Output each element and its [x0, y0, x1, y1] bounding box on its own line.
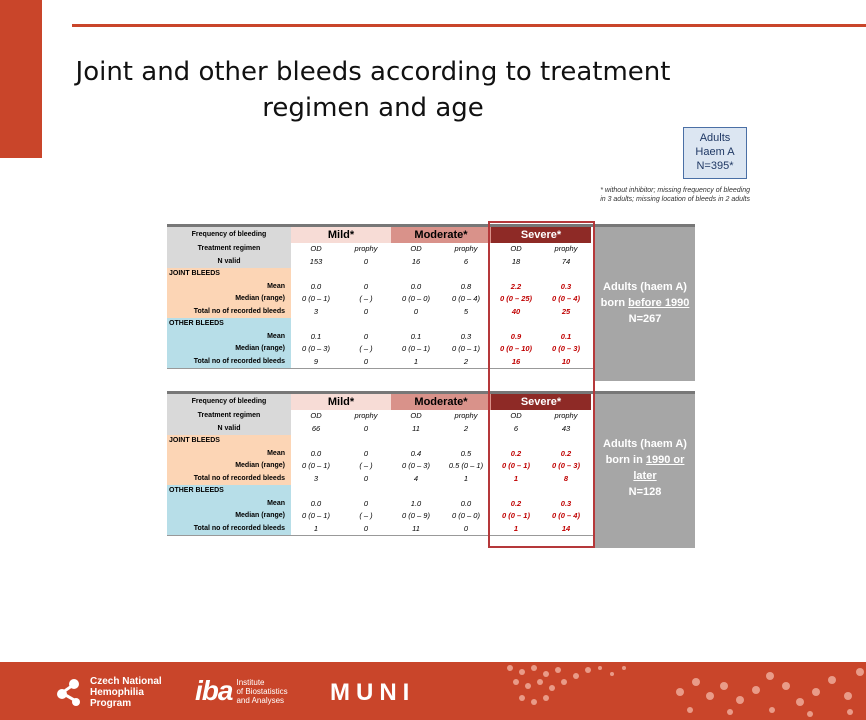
joint-total-cell: 0	[413, 306, 419, 316]
joint-total-cell: 40	[511, 306, 521, 316]
nvalid-cell: 43	[561, 423, 571, 433]
joint-total-cell: 8	[563, 473, 569, 483]
table-born-1990-or-later	[167, 391, 695, 536]
joint-bleeds-heading: JOINT BLEEDS	[167, 268, 291, 281]
joint-mean-cell: 0.3	[560, 281, 572, 291]
joint-median-cell: 0 (0 – 3)	[552, 461, 580, 470]
other-median-cell: 0 (0 – 10)	[499, 344, 533, 353]
group-mild: Mild*	[291, 227, 391, 243]
other-median-cell: ( – )	[359, 511, 373, 520]
other-total-cell: 1	[413, 356, 419, 366]
other-total-label: Total no of recorded bleeds	[167, 356, 291, 369]
other-mean-label: Mean	[167, 331, 291, 344]
joint-total-label: Total no of recorded bleeds	[167, 473, 291, 486]
joint-mean-cell: 0.8	[460, 281, 472, 291]
other-median-cell: 0 (0 – 1)	[452, 344, 480, 353]
org1-line-3: Program	[90, 697, 132, 709]
joint-mean-label: Mean	[167, 281, 291, 294]
nvalid-label: N valid	[167, 423, 291, 436]
molecule-icon	[56, 676, 84, 708]
side-label-1990-or-later	[595, 394, 695, 548]
side-label-before-1990	[595, 227, 695, 381]
joint-median-label: Median (range)	[167, 293, 291, 306]
other-median-cell: 0 (0 – 1)	[302, 511, 330, 520]
other-median-cell: 0 (0 – 9)	[402, 511, 430, 520]
other-bleeds-heading: OTHER BLEEDS	[167, 485, 291, 498]
other-median-cell: 0 (0 – 0)	[452, 511, 480, 520]
iba-logo	[195, 676, 288, 706]
side-line-2c: later	[633, 470, 657, 482]
regimen-cell: OD	[410, 411, 422, 420]
joint-total-cell: 1	[463, 473, 469, 483]
other-total-cell: 11	[412, 523, 420, 533]
other-total-cell: 9	[313, 356, 319, 366]
other-total-cell: 14	[561, 523, 571, 533]
nvalid-label: N valid	[167, 256, 291, 269]
decorative-dots	[500, 662, 866, 720]
other-total-cell: 10	[561, 356, 571, 366]
frequency-label: Frequency of bleeding	[167, 227, 291, 243]
joint-total-cell: 4	[413, 473, 419, 483]
joint-median-cell: 0 (0 – 1)	[502, 461, 530, 470]
regimen-cell: OD	[510, 411, 522, 420]
other-mean-cell: 1.0	[410, 498, 422, 508]
population-legend-box	[683, 127, 747, 179]
joint-median-cell: ( – )	[359, 461, 373, 470]
joint-total-cell: 0	[363, 473, 369, 483]
regimen-cell: OD	[310, 411, 322, 420]
joint-median-cell: 0 (0 – 3)	[402, 461, 430, 470]
slide-title	[40, 54, 706, 126]
joint-mean-cell: 2.2	[510, 281, 522, 291]
joint-bleeds-heading: JOINT BLEEDS	[167, 435, 291, 448]
side-line-1: Adults (haem A)	[603, 281, 687, 293]
regimen-cell: prophy	[454, 244, 478, 253]
joint-mean-cell: 0.4	[410, 448, 422, 458]
regimen-cell: prophy	[354, 411, 378, 420]
joint-median-cell: 0 (0 – 4)	[552, 294, 580, 303]
legend-line-3: N=395*	[696, 160, 734, 172]
frequency-label: Frequency of bleeding	[167, 394, 291, 410]
joint-mean-cell: 0.0	[410, 281, 422, 291]
other-mean-cell: 0.1	[410, 331, 422, 341]
joint-total-cell: 3	[313, 473, 319, 483]
joint-mean-cell: 0.0	[310, 281, 322, 291]
side-line-2a: born	[600, 297, 629, 309]
org1-line-2: Hemophilia	[90, 686, 144, 698]
other-median-cell: ( – )	[359, 344, 373, 353]
iba-wordmark: iba	[195, 675, 233, 706]
other-median-cell: 0 (0 – 1)	[402, 344, 430, 353]
joint-mean-cell: 0.5	[460, 448, 472, 458]
other-mean-cell: 0.1	[310, 331, 322, 341]
nvalid-cell: 0	[363, 256, 369, 266]
joint-mean-cell: 0.2	[510, 448, 522, 458]
joint-median-label: Median (range)	[167, 460, 291, 473]
nvalid-cell: 16	[411, 256, 421, 266]
joint-mean-cell: 0.2	[560, 448, 572, 458]
czech-hemophilia-program-logo	[56, 672, 162, 712]
other-total-cell: 0	[463, 523, 469, 533]
joint-median-cell: 0 (0 – 1)	[302, 294, 330, 303]
group-severe: Severe*	[491, 227, 591, 243]
regimen-cell: OD	[410, 244, 422, 253]
other-mean-cell: 0	[363, 331, 369, 341]
other-median-cell: 0 (0 – 1)	[502, 511, 530, 520]
joint-median-cell: ( – )	[359, 294, 373, 303]
side-line-2b: before 1990	[628, 297, 690, 309]
nvalid-cell: 6	[513, 423, 519, 433]
joint-mean-cell: 0.0	[310, 448, 322, 458]
joint-mean-cell: 0	[363, 281, 369, 291]
joint-total-cell: 3	[313, 306, 319, 316]
other-median-label: Median (range)	[167, 510, 291, 523]
top-rule	[72, 24, 866, 27]
other-total-cell: 0	[363, 523, 369, 533]
severe-highlight-frame	[488, 221, 595, 548]
regimen-cell: prophy	[554, 411, 578, 420]
other-bleeds-heading: OTHER BLEEDS	[167, 318, 291, 331]
group-severe: Severe*	[491, 394, 591, 410]
other-total-cell: 1	[513, 523, 519, 533]
side-line-3: N=267	[628, 313, 662, 325]
other-median-cell: 0 (0 – 3)	[302, 344, 330, 353]
joint-total-cell: 5	[463, 306, 469, 316]
org1-line-1: Czech National	[90, 675, 162, 687]
joint-mean-cell: 0	[363, 448, 369, 458]
legend-line-2: Haem A	[695, 146, 735, 158]
other-mean-cell: 0.1	[560, 331, 572, 341]
joint-mean-label: Mean	[167, 448, 291, 461]
other-mean-cell: 0.0	[310, 498, 322, 508]
side-line-3: N=128	[628, 486, 662, 498]
other-median-cell: 0 (0 – 3)	[552, 344, 580, 353]
other-mean-cell: 0.2	[510, 498, 522, 508]
iba-line-3: and Analyses	[236, 695, 285, 705]
joint-median-cell: 0 (0 – 25)	[499, 294, 533, 303]
nvalid-cell: 11	[412, 423, 420, 433]
joint-median-cell: 0 (0 – 4)	[452, 294, 480, 303]
other-mean-cell: 0	[363, 498, 369, 508]
side-line-2b: 1990 or	[645, 454, 685, 466]
regimen-cell: prophy	[454, 411, 478, 420]
other-mean-cell: 0.0	[460, 498, 472, 508]
regimen-label: Treatment regimen	[167, 243, 291, 256]
nvalid-cell: 74	[561, 256, 571, 266]
nvalid-cell: 153	[309, 256, 323, 266]
regimen-cell: prophy	[354, 244, 378, 253]
other-mean-label: Mean	[167, 498, 291, 511]
other-mean-cell: 0.3	[560, 498, 572, 508]
nvalid-cell: 2	[463, 423, 469, 433]
other-total-cell: 0	[363, 356, 369, 366]
other-total-label: Total no of recorded bleeds	[167, 523, 291, 536]
regimen-label: Treatment regimen	[167, 410, 291, 423]
footnote: * without inhibitor; missing frequency of bleeding in 3 adults; missing location of bleeds in 2 adults	[600, 187, 750, 203]
group-moderate: Moderate*	[391, 394, 491, 410]
iba-line-1: Institute	[236, 677, 265, 687]
regimen-cell: OD	[510, 244, 522, 253]
group-mild: Mild*	[291, 394, 391, 410]
joint-total-cell: 25	[561, 306, 571, 316]
side-line-2a: born in	[605, 454, 646, 466]
other-median-cell: 0 (0 – 4)	[552, 511, 580, 520]
regimen-cell: prophy	[554, 244, 578, 253]
table-born-before-1990	[167, 224, 695, 369]
nvalid-cell: 66	[311, 423, 321, 433]
nvalid-cell: 0	[363, 423, 369, 433]
regimen-cell: OD	[310, 244, 322, 253]
nvalid-cell: 18	[511, 256, 521, 266]
joint-total-cell: 1	[513, 473, 519, 483]
left-accent-bar	[0, 0, 42, 158]
muni-logo: MUNI	[330, 679, 416, 706]
joint-total-cell: 0	[363, 306, 369, 316]
legend-line-1: Adults	[699, 132, 731, 144]
other-mean-cell: 0.3	[460, 331, 472, 341]
other-total-cell: 1	[313, 523, 319, 533]
title-line-2: regimen and age	[262, 93, 484, 123]
joint-median-cell: 0.5 (0 – 1)	[448, 461, 484, 470]
other-median-label: Median (range)	[167, 343, 291, 356]
other-mean-cell: 0.9	[510, 331, 522, 341]
joint-median-cell: 0 (0 – 1)	[302, 461, 330, 470]
other-total-cell: 2	[463, 356, 469, 366]
group-moderate: Moderate*	[391, 227, 491, 243]
iba-line-2: of Biostatistics	[236, 686, 288, 696]
other-total-cell: 16	[511, 356, 521, 366]
joint-total-label: Total no of recorded bleeds	[167, 306, 291, 319]
title-line-1: Joint and other bleeds according to treatment	[75, 57, 671, 87]
joint-median-cell: 0 (0 – 0)	[402, 294, 430, 303]
nvalid-cell: 6	[463, 256, 469, 266]
side-line-1: Adults (haem A)	[603, 438, 687, 450]
